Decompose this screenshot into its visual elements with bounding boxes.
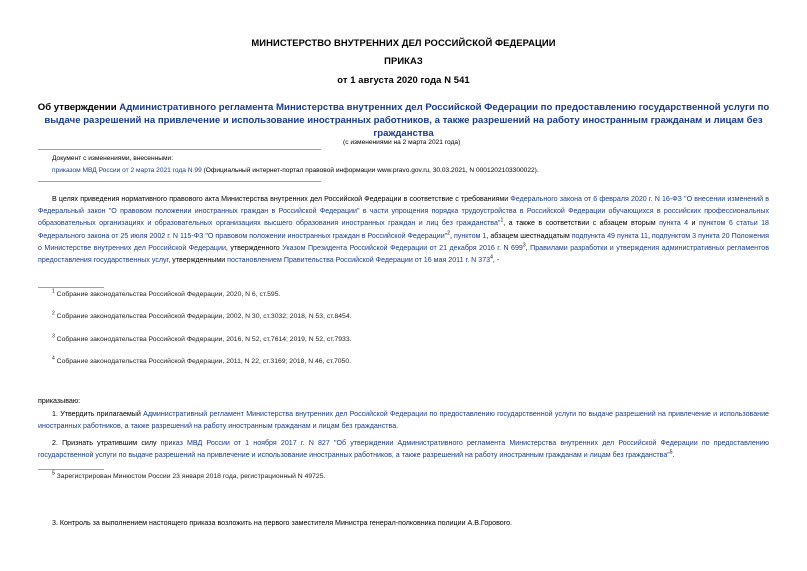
item-1-suffix: . xyxy=(396,422,399,431)
ministry-heading: МИНИСТЕРСТВО ВНУТРЕННИХ ДЕЛ РОССИЙСКОЙ ФЕДЕРАЦИИ xyxy=(251,37,556,48)
preamble-text: , абзацем шестнадцатым xyxy=(486,231,572,240)
subpoint-3-point-20-link[interactable]: подпунктом 3 пункта 20 Положения о Министерстве внутренних дел Российской Федерации xyxy=(38,231,769,252)
footnote-text: Собрание законодательства Российской Федерации, 2020, N 6, ст.595. xyxy=(54,291,281,298)
preamble-text: , а также в соответствии с абзацем вторым xyxy=(503,219,660,228)
preamble-text: , xyxy=(449,231,454,240)
point-1-link[interactable]: пунктом 1 xyxy=(453,231,487,240)
footnote-text: Собрание законодательства Российской Федерации, 2011, N 22, ст.3169; 2018, N 46, ст.7050. xyxy=(54,358,351,365)
presidential-decree-link[interactable]: Указом Президента Российской Федерации от 21 декабря 2016 г. N 699 xyxy=(282,243,523,252)
federal-law-115fz-link[interactable]: пунктом 6 статьи 18 Федерального закона от 25 июля 2002 г. N 115-ФЗ "О правовом положении иностранных граждан в Российской Федерации" xyxy=(38,219,769,240)
doc-changes-rest: (Официальный интернет-портал правовой информации www.pravo.gov.ru, 30.03.2021, N 0001202103300022). xyxy=(201,167,539,174)
preamble-text: , утвержденными xyxy=(168,256,228,265)
preamble-text: , xyxy=(525,243,531,252)
footnote-5 xyxy=(52,470,326,480)
title-regulation-link[interactable]: Административного регламента Министерства внутренних дел Российской Федерации по предоставлению государственной услуги по выдаче разрешений на привлечение и использование иностранных работников, а также разрешений на работу иностранным гражданам и лицам без гражданства xyxy=(44,102,770,139)
footnote-1 xyxy=(52,288,281,298)
footnote-2 xyxy=(52,310,352,320)
footnote-ref-5[interactable]: 5 xyxy=(669,449,673,456)
item-3-paragraph: 3. Контроль за выполнением настоящего приказа возложить на первого заместителя Министра генерал-полковника полиции А.В.Горового. xyxy=(52,519,513,527)
regulation-rules-link[interactable]: Правилами разработки и утверждения административных регламентов предоставления государственных услуг xyxy=(38,243,769,265)
footnote-number: 5 xyxy=(52,470,55,477)
doc-type-heading: ПРИКАЗ xyxy=(384,55,423,66)
footnote-number: 3 xyxy=(52,333,55,340)
footnote-divider xyxy=(38,287,104,288)
footnote-text: Собрание законодательства Российской Федерации, 2016, N 52, ст.7614; 2019, N 52, ст.7933. xyxy=(54,336,352,343)
preamble-text: , утвержденного xyxy=(225,243,283,252)
footnote-number: 1 xyxy=(52,288,55,295)
point-4-link[interactable]: пункта 4 xyxy=(659,219,689,228)
preamble-text: В целях приведения нормативного правового акта Министерства внутренних дел Российской Федерации в соответствие с требованиями xyxy=(52,195,511,203)
changes-note: (с изменениями на 2 марта 2021 года) xyxy=(343,139,461,146)
repealed-order-link[interactable]: приказ МВД России от 1 ноября 2017 г. N 827 "Об утверждении Административного регламента Министерства внутренних дел Российской Федерации по предоставлению государственной услуги по выдаче разрешений на привлечение и использование иностранных работников, а также разрешений на работу иностранным гражданам и лицам без гражданства" xyxy=(38,439,769,460)
item-2-paragraph xyxy=(38,437,769,461)
doc-date-number: от 1 августа 2020 года N 541 xyxy=(337,74,470,85)
item-1-paragraph xyxy=(38,408,769,432)
footnote-number: 2 xyxy=(52,310,55,317)
item-2-prefix: 2. Признать утратившим силу xyxy=(52,439,161,447)
federal-law-16fz-link[interactable]: Федерального закона от 6 февраля 2020 г. N 16-ФЗ "О внесении изменений в Федеральный закон "О правовом положении иностранных граждан в Российской Федерации" в части упрощения порядка трудоустройства в Российской Федерации обучающихся в российских профессиональных образовательных организациях и образовательных организациях высшего образования иностранных граждан и лиц без гражданства" xyxy=(38,195,770,228)
divider-bottom xyxy=(38,181,321,182)
footnote-ref-2[interactable]: 2 xyxy=(447,230,450,237)
footnote-ref-1[interactable]: 1 xyxy=(500,218,504,225)
footnote-divider-2 xyxy=(38,469,104,470)
divider-top xyxy=(38,149,321,150)
item-1-prefix: 1. Утвердить прилагаемый xyxy=(52,410,144,418)
preamble-text: , - xyxy=(492,256,500,265)
footnote-ref-3[interactable]: 3 xyxy=(522,242,526,249)
footnote-number: 4 xyxy=(52,355,55,362)
footnote-3 xyxy=(52,333,352,343)
doc-changes-line xyxy=(52,167,772,174)
footnote-text: Собрание законодательства Российской Федерации, 2002, N 30, ст.3032; 2018, N 53, ст.8454. xyxy=(54,313,352,320)
government-resolution-link[interactable]: постановлением Правительства Российской Федерации от 16 мая 2011 г. N 373 xyxy=(227,256,491,265)
footnote-text: Зарегистрирован Минюстом России 23 января 2018 года, регистрационный N 49725. xyxy=(54,473,326,480)
preamble-text: и xyxy=(688,219,699,228)
title-prefix: Об утверждении xyxy=(37,102,120,113)
approved-regulation-link[interactable]: Административный регламент Министерства внутренних дел Российской Федерации по предоставлению государственной услуги по выдаче разрешений на привлечение и использование иностранных работников, а также разрешений на работу иностранным гражданам и лицам без гражданства xyxy=(38,410,770,431)
preamble-paragraph xyxy=(38,193,769,266)
doc-changes-label: Документ с изменениями, внесенными: xyxy=(52,155,174,162)
footnote-ref-4[interactable]: 4 xyxy=(490,254,493,261)
item-2-suffix: . xyxy=(672,451,675,460)
amending-order-link[interactable]: приказом МВД России от 2 марта 2021 года N 99 xyxy=(52,167,202,174)
doc-title xyxy=(30,101,777,140)
subpoint-49-link[interactable]: подпункта 49 пункта 11 xyxy=(571,231,648,240)
preamble-text: , xyxy=(647,231,652,240)
order-word: приказываю: xyxy=(38,397,81,405)
footnote-4 xyxy=(52,355,351,365)
